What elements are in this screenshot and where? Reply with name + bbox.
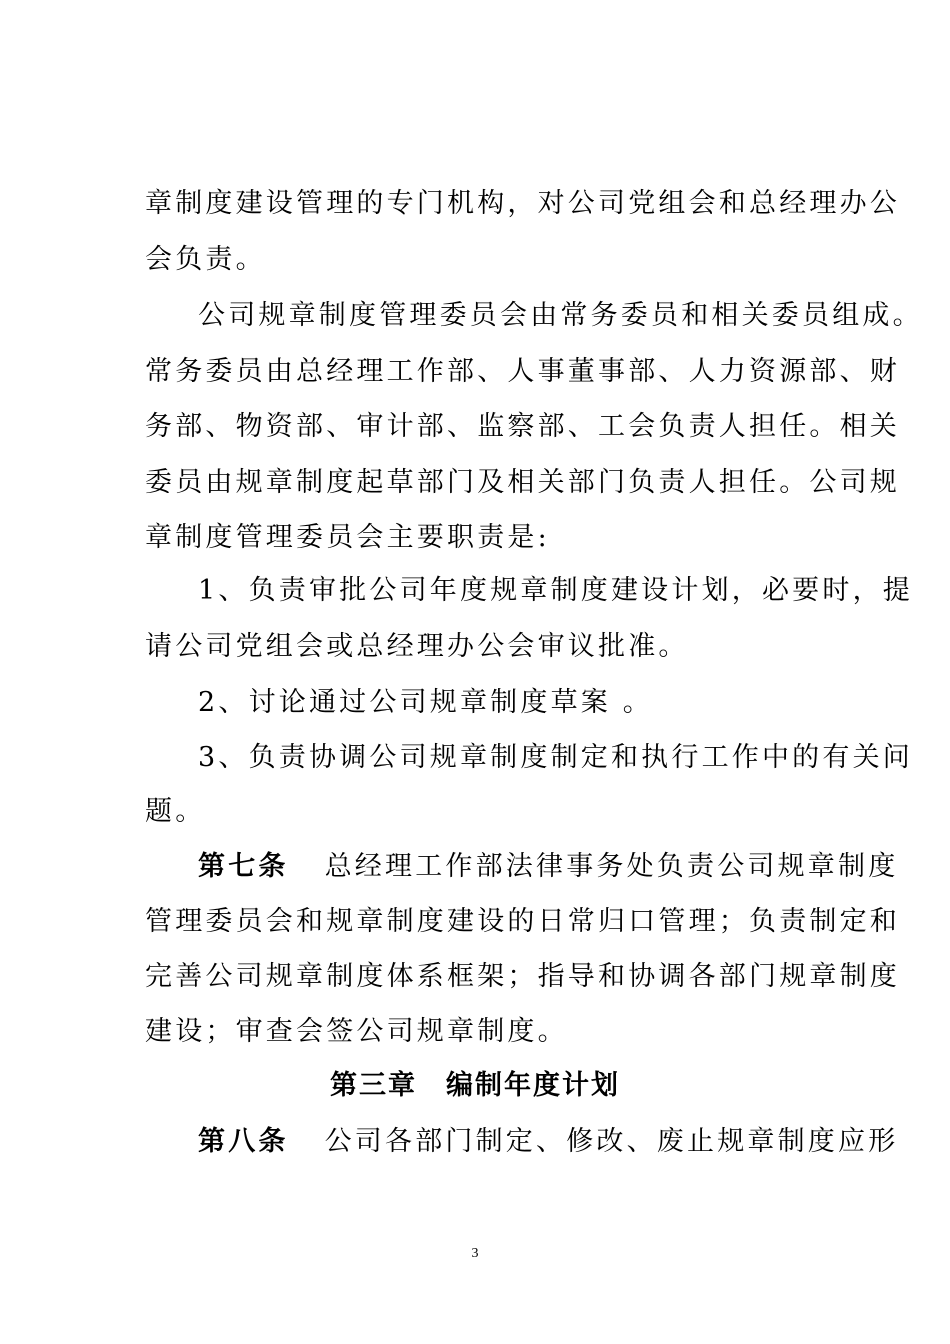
body-line: 章制度建设管理的专门机构，对公司党组会和总经理办公	[145, 188, 900, 219]
chapter-heading: 第三章 编制年度计划	[330, 1070, 620, 1101]
body-line: 常务委员由总经理工作部、人事董事部、人力资源部、财	[145, 356, 900, 387]
body-line: 委员由规章制度起草部门及相关部门负责人担任。公司规	[145, 467, 900, 498]
list-item-3: 3、负责协调公司规章制度制定和执行工作中的有关问	[198, 742, 913, 773]
body-line: 建设；审查会签公司规章制度。	[145, 1016, 568, 1047]
list-item-2: 2、讨论通过公司规章制度草案 。	[198, 687, 653, 718]
body-line: 题。	[145, 796, 206, 827]
body-line: 完善公司规章制度体系框架；指导和协调各部门规章制度	[145, 961, 900, 992]
body-line: 请公司党组会或总经理办公会审议批准。	[145, 631, 689, 662]
body-line: 会负责。	[145, 244, 266, 275]
body-line: 管理委员会和规章制度建设的日常归口管理；负责制定和	[145, 906, 900, 937]
article-8-text: 公司各部门制定、修改、废止规章制度应形	[324, 1126, 899, 1157]
list-item-1: 1、负责审批公司年度规章制度建设计划，必要时，提	[198, 575, 913, 606]
article-8	[198, 1125, 899, 1159]
body-line: 章制度管理委员会主要职责是:	[145, 522, 550, 553]
article-7-label: 第七条	[198, 851, 289, 882]
body-line: 务部、物资部、审计部、监察部、工会负责人担任。相关	[145, 411, 900, 442]
article-7	[198, 850, 899, 884]
paragraph-committee: 公司规章制度管理委员会由常务委员和相关委员组成。	[198, 300, 923, 331]
article-7-text: 总经理工作部法律事务处负责公司规章制度	[324, 851, 899, 882]
page-number: 3	[471, 1246, 479, 1261]
article-8-label: 第八条	[198, 1126, 289, 1157]
